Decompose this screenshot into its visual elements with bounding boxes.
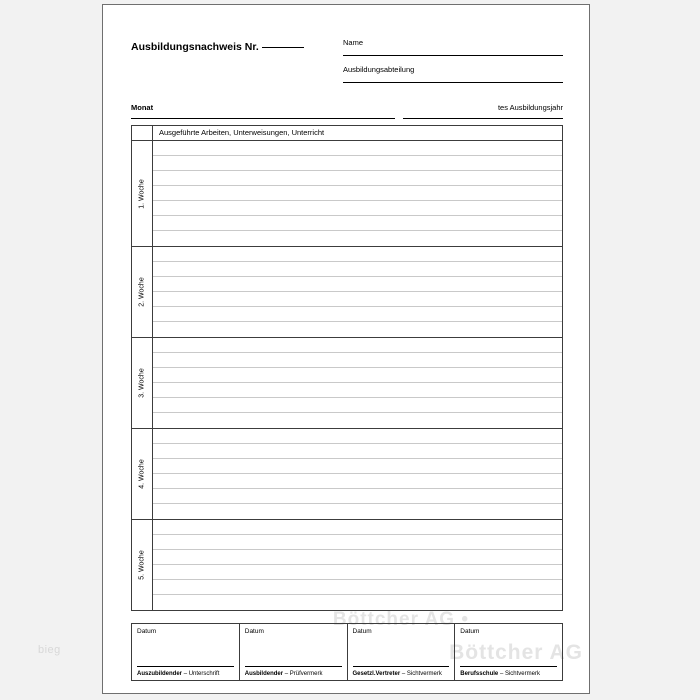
- table-row[interactable]: [153, 156, 562, 171]
- month-field[interactable]: [131, 102, 395, 119]
- sheet-watermark-secondary: Böttcher AG •: [332, 609, 469, 630]
- name-field[interactable]: [343, 35, 563, 56]
- signature-caption: [353, 671, 452, 677]
- table-row[interactable]: [153, 292, 562, 307]
- canvas-watermark: bieg: [38, 644, 61, 656]
- week-label-cell: [132, 247, 153, 337]
- table-row[interactable]: [153, 338, 562, 353]
- table-row[interactable]: [153, 595, 562, 610]
- table-row[interactable]: [153, 444, 562, 459]
- week-row: [132, 141, 562, 247]
- signature-caption: [460, 671, 559, 677]
- table-header-corner: [132, 126, 153, 140]
- signature-box-vocational-school[interactable]: [455, 624, 562, 680]
- table-row[interactable]: [153, 277, 562, 292]
- week-label: 3. Woche: [138, 368, 146, 398]
- signature-kind: – Prüfvermerk: [284, 671, 323, 677]
- table-column-header: Ausgeführte Arbeiten, Unterweisungen, Unterricht: [159, 128, 325, 137]
- signature-caption: [137, 671, 236, 677]
- table-row[interactable]: [153, 459, 562, 474]
- signature-role: Gesetzl.Vertreter: [352, 671, 401, 677]
- sheet-watermark-primary: Böttcher AG: [449, 641, 583, 664]
- table-row[interactable]: [153, 550, 562, 565]
- signature-box-legal-guardian[interactable]: [348, 624, 456, 680]
- signature-role: Berufsschule: [460, 671, 499, 677]
- week-label-cell: [132, 429, 153, 519]
- table-row[interactable]: [153, 247, 562, 262]
- signature-line[interactable]: [353, 666, 450, 667]
- week-write-area[interactable]: [153, 141, 562, 246]
- table-row[interactable]: [153, 186, 562, 201]
- signature-kind: – Sichtvermerk: [499, 671, 540, 677]
- signature-caption: [245, 671, 344, 677]
- table-row[interactable]: [153, 353, 562, 368]
- table-row[interactable]: [153, 413, 562, 428]
- week-row: [132, 429, 562, 520]
- table-row[interactable]: [153, 398, 562, 413]
- signature-line[interactable]: [460, 666, 557, 667]
- month-label: Monat: [131, 103, 154, 112]
- table-row[interactable]: [153, 520, 562, 535]
- date-label: Datum: [244, 628, 264, 635]
- table-row[interactable]: [153, 580, 562, 595]
- table-row[interactable]: [153, 322, 562, 337]
- signature-box-apprentice[interactable]: [132, 624, 240, 680]
- table-row[interactable]: [153, 307, 562, 322]
- table-header-row: [132, 126, 562, 141]
- date-label: Datum: [137, 628, 157, 635]
- document-page: [102, 4, 590, 694]
- week-row: [132, 247, 562, 338]
- week-label: 5. Woche: [138, 550, 146, 580]
- signature-role: Ausbildender: [244, 671, 284, 677]
- table-row[interactable]: [153, 474, 562, 489]
- department-field[interactable]: [343, 62, 563, 83]
- table-row[interactable]: [153, 368, 562, 383]
- signature-box-trainer[interactable]: [240, 624, 348, 680]
- title-block: [131, 23, 343, 55]
- table-row[interactable]: [153, 535, 562, 550]
- week-label: 4. Woche: [138, 459, 146, 489]
- signature-line[interactable]: [137, 666, 234, 667]
- date-label: Datum: [460, 628, 480, 635]
- period-row: [131, 101, 563, 119]
- activity-table: [131, 125, 563, 611]
- signature-kind: – Unterschrift: [183, 671, 220, 677]
- table-row[interactable]: [153, 201, 562, 216]
- table-row[interactable]: [153, 262, 562, 277]
- table-row[interactable]: [153, 565, 562, 580]
- page-title: Ausbildungsnachweis Nr.: [131, 41, 259, 53]
- week-label: 1. Woche: [138, 178, 146, 209]
- table-row[interactable]: [153, 231, 562, 246]
- header-fields: [343, 23, 563, 89]
- week-row: [132, 338, 562, 429]
- week-write-area[interactable]: [153, 338, 562, 428]
- signature-line[interactable]: [245, 666, 342, 667]
- department-label: Ausbildungsabteilung: [343, 65, 415, 74]
- table-row[interactable]: [153, 504, 562, 519]
- date-label: Datum: [352, 628, 372, 635]
- table-row[interactable]: [153, 171, 562, 186]
- training-year-label: tes Ausbildungsjahr: [497, 103, 563, 112]
- week-label: 2. Woche: [138, 277, 146, 307]
- week-write-area[interactable]: [153, 520, 562, 610]
- name-label: Name: [343, 38, 364, 47]
- signature-kind: – Sichtvermerk: [401, 671, 442, 677]
- week-row: [132, 520, 562, 610]
- document-header: [131, 23, 563, 77]
- table-row[interactable]: [153, 489, 562, 504]
- week-label-cell: [132, 520, 153, 610]
- week-label-cell: [132, 338, 153, 428]
- title-number-rule[interactable]: [262, 47, 304, 48]
- table-row[interactable]: [153, 429, 562, 444]
- signature-role: Auszubildender: [137, 671, 183, 677]
- page-content: [131, 23, 563, 681]
- table-row[interactable]: [153, 383, 562, 398]
- table-row[interactable]: [153, 141, 562, 156]
- week-write-area[interactable]: [153, 429, 562, 519]
- signature-row: [131, 623, 563, 681]
- week-label-cell: [132, 141, 153, 246]
- week-write-area[interactable]: [153, 247, 562, 337]
- training-year-field[interactable]: [403, 102, 563, 119]
- table-row[interactable]: [153, 216, 562, 231]
